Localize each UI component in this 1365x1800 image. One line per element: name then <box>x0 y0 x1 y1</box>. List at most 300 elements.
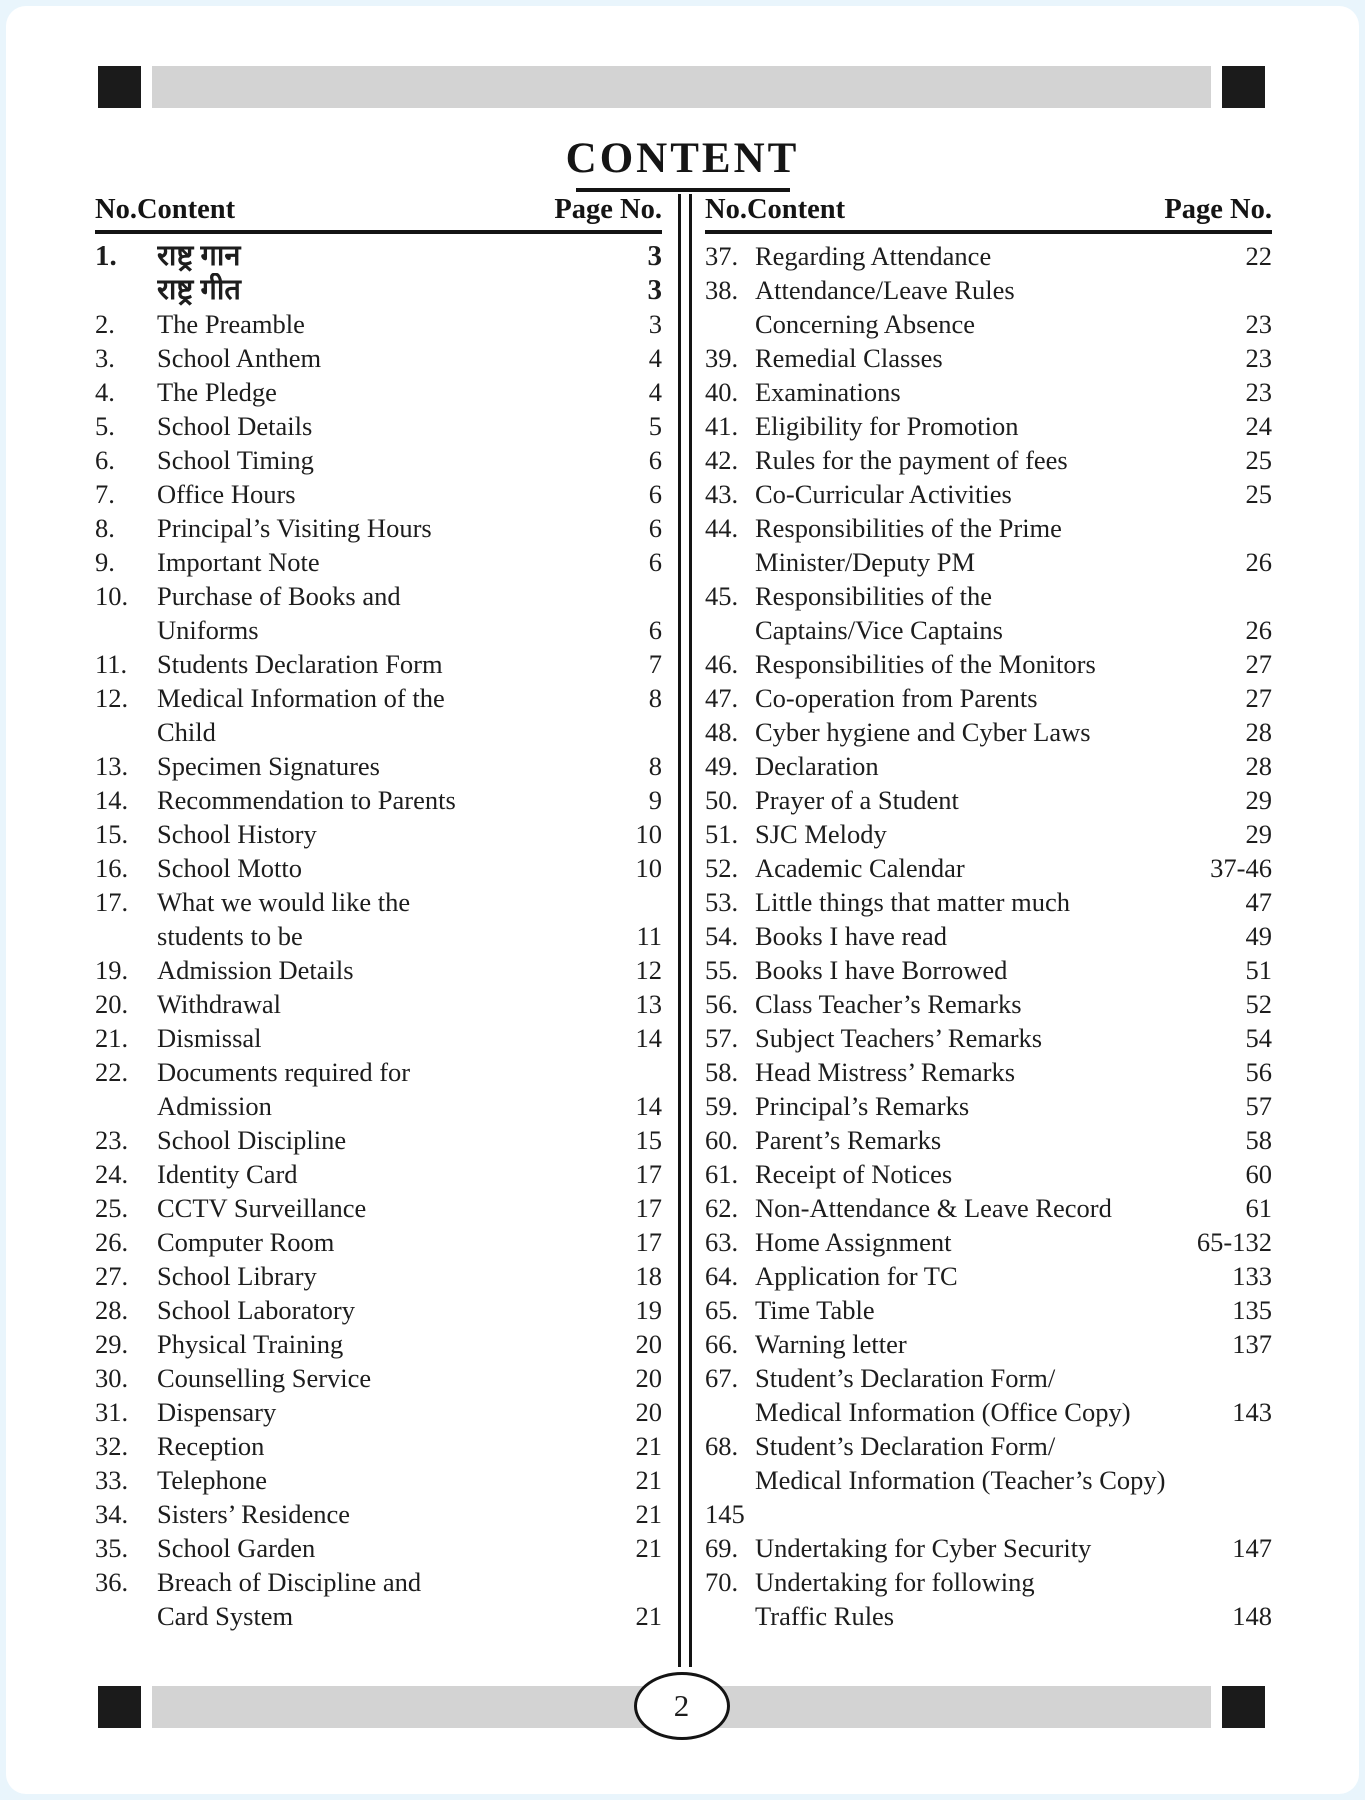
toc-row <box>95 1123 662 1157</box>
toc-row <box>705 511 1272 545</box>
toc-item-number: 33. <box>95 1465 129 1495</box>
toc-row <box>95 715 662 749</box>
toc-item-page: 27 <box>1245 649 1272 679</box>
toc-row <box>95 409 662 443</box>
toc-item-page: 61 <box>1245 1193 1272 1223</box>
toc-row <box>705 545 1272 579</box>
toc-row <box>705 1191 1272 1225</box>
book-page <box>6 6 1359 1794</box>
header-no-content: No.Content <box>95 194 236 225</box>
header-no-content: No.Content <box>705 194 846 225</box>
toc-item-page: 12 <box>635 955 662 985</box>
header-page-no: Page No. <box>1164 194 1272 225</box>
toc-item-page: 7 <box>648 649 662 679</box>
toc-item-page: 21 <box>635 1499 662 1529</box>
toc-item-number: 70. <box>705 1567 739 1597</box>
toc-item-number <box>705 1463 755 1497</box>
toc-item-number: 51. <box>705 819 739 849</box>
toc-item-page: 6 <box>648 615 662 645</box>
toc-item-number: 30. <box>95 1363 129 1393</box>
toc-item-number: 9. <box>95 547 115 577</box>
toc-item-page: 23 <box>1245 343 1272 373</box>
toc-item-number: 54. <box>705 921 739 951</box>
toc-item-page: 10 <box>635 819 662 849</box>
toc-item-page: 137 <box>1232 1329 1272 1359</box>
toc-item-title: Admission Details <box>157 955 354 985</box>
toc-item-page: 49 <box>1245 921 1272 951</box>
toc-row <box>95 613 662 647</box>
toc-item-page: 17 <box>635 1193 662 1223</box>
toc-item-title: Child <box>157 717 216 747</box>
toc-item-title: School Discipline <box>157 1125 347 1155</box>
toc-item-title: Student’s Declaration Form/ <box>755 1363 1056 1393</box>
toc-item-title: Class Teacher’s Remarks <box>755 989 1022 1019</box>
toc-item-page: 47 <box>1245 887 1272 917</box>
toc-item-page: 6 <box>648 547 662 577</box>
toc-item-title: students to be <box>157 921 303 951</box>
toc-row <box>705 1497 1272 1531</box>
toc-item-page: 11 <box>636 921 662 951</box>
toc-item-number <box>705 1395 755 1429</box>
toc-item-page <box>586 715 662 749</box>
toc-item-number: 47. <box>705 683 739 713</box>
toc-item-page: 135 <box>1232 1295 1272 1325</box>
toc-item-title: Attendance/Leave Rules <box>755 275 1015 305</box>
toc-item-number: 23. <box>95 1125 129 1155</box>
toc-item-page: 19 <box>635 1295 662 1325</box>
toc-item-title: Admission <box>157 1091 272 1121</box>
toc-row <box>95 1429 662 1463</box>
toc-row <box>95 1157 662 1191</box>
toc-item-page: 51 <box>1245 955 1272 985</box>
toc-item-title: Student’s Declaration Form/ <box>755 1431 1056 1461</box>
toc-item-page: 22 <box>1245 241 1272 271</box>
toc-item-number <box>705 1599 755 1633</box>
toc-item-number <box>95 613 157 647</box>
toc-item-page <box>1196 1463 1272 1497</box>
toc-item-number <box>95 1089 157 1123</box>
toc-item-title: What we would like the <box>157 887 411 917</box>
toc-item-title: Card System <box>157 1601 294 1631</box>
toc-item-number: 28. <box>95 1295 129 1325</box>
bottom-decorative-area <box>98 1678 1265 1738</box>
toc-item-page: 6 <box>648 445 662 475</box>
toc-item-title: Receipt of Notices <box>755 1159 953 1189</box>
toc-item-page: 24 <box>1245 411 1272 441</box>
toc-item-title: SJC Melody <box>755 819 887 849</box>
toc-item-page <box>586 885 662 919</box>
toc-item-title: Application for TC <box>755 1261 958 1291</box>
toc-item-number: 50. <box>705 785 739 815</box>
toc-item-page <box>1196 1565 1272 1599</box>
toc-item-number: 22. <box>95 1057 129 1087</box>
toc-item-number <box>705 307 755 341</box>
toc-row <box>95 1395 662 1429</box>
toc-item-number: 62. <box>705 1193 739 1223</box>
toc-item-number: 20. <box>95 989 129 1019</box>
toc-item-number: 58. <box>705 1057 739 1087</box>
toc-item-number: 15. <box>95 819 129 849</box>
toc-item-title: School Garden <box>157 1533 316 1563</box>
black-square-right <box>1222 66 1265 108</box>
toc-item-title: Purchase of Books and <box>157 581 401 611</box>
toc-row <box>95 1599 662 1633</box>
toc-row <box>705 851 1272 885</box>
toc-item-number: 48. <box>705 717 739 747</box>
toc-item-title: Books I have Borrowed <box>755 955 1008 985</box>
toc-item-page: 14 <box>635 1091 662 1121</box>
toc-item-number: 63. <box>705 1227 739 1257</box>
toc-item-number: 65. <box>705 1295 739 1325</box>
toc-item-number: 45. <box>705 581 739 611</box>
toc-row <box>95 579 662 613</box>
gray-bar <box>152 66 1211 108</box>
toc-item-title: Declaration <box>755 751 879 781</box>
toc-item-number: 66. <box>705 1329 739 1359</box>
toc-item-page: 20 <box>635 1329 662 1359</box>
toc-row <box>705 375 1272 409</box>
toc-item-title: Identity Card <box>157 1159 298 1189</box>
toc-item-number: 6. <box>95 445 115 475</box>
toc-item-number: 17. <box>95 887 129 917</box>
toc-item-title: Time Table <box>755 1295 875 1325</box>
toc-item-number: 52. <box>705 853 739 883</box>
toc-item-number: 59. <box>705 1091 739 1121</box>
toc-item-number: 69. <box>705 1533 739 1563</box>
toc-item-number: 60. <box>705 1125 739 1155</box>
toc-item-page: 25 <box>1245 445 1272 475</box>
toc-item-title: Students Declaration Form <box>157 649 443 679</box>
toc-item-page: 21 <box>635 1465 662 1495</box>
toc-item-number: 1. <box>95 240 117 272</box>
toc-item-page: 65-132 <box>1196 1227 1272 1257</box>
toc-item-page: 18 <box>635 1261 662 1291</box>
toc-row <box>705 239 1272 273</box>
toc-row <box>705 1599 1272 1633</box>
toc-item-page: 21 <box>635 1431 662 1461</box>
toc-row <box>705 817 1272 851</box>
toc-row <box>95 511 662 545</box>
toc-item-page: 29 <box>1245 785 1272 815</box>
toc-row <box>95 1055 662 1089</box>
toc-item-page: 21 <box>635 1601 662 1631</box>
toc-item-number: 13. <box>95 751 129 781</box>
toc-row <box>705 1463 1272 1497</box>
toc-column-left <box>95 194 678 1667</box>
toc-item-number: 4. <box>95 377 115 407</box>
toc-item-title: Concerning Absence <box>755 309 976 339</box>
toc-item-page: 28 <box>1245 717 1272 747</box>
black-square-left <box>98 1686 141 1728</box>
toc-row <box>95 953 662 987</box>
toc-item-number: 8. <box>95 513 115 543</box>
toc-item-page: 3 <box>648 309 662 339</box>
toc-row <box>95 919 662 953</box>
toc-item-title: Remedial Classes <box>755 343 943 373</box>
toc-item-title: CCTV Surveillance <box>157 1193 367 1223</box>
toc-item-page: 3 <box>647 274 662 306</box>
toc-item-title: Important Note <box>157 547 320 577</box>
toc-row <box>95 1531 662 1565</box>
toc-item-title: The Preamble <box>157 309 305 339</box>
toc-item-page: 4 <box>648 343 662 373</box>
toc-item-title: Documents required for <box>157 1057 411 1087</box>
toc-row <box>705 1259 1272 1293</box>
toc-item-number: 31. <box>95 1397 129 1427</box>
toc-item-title: Breach of Discipline and <box>157 1567 422 1597</box>
toc-item-title: Responsibilities of the Prime <box>755 513 1062 543</box>
toc-row <box>705 647 1272 681</box>
toc-item-title: Principal’s Remarks <box>755 1091 970 1121</box>
toc-item-title: Physical Training <box>157 1329 344 1359</box>
toc-item-title: Medical Information (Teacher’s Copy) <box>755 1465 1166 1495</box>
toc-item-number: 2. <box>95 309 115 339</box>
toc-row <box>705 477 1272 511</box>
column-header <box>95 194 662 234</box>
toc-item-number <box>95 1599 157 1633</box>
toc-item-page <box>1196 511 1272 545</box>
toc-item-title: Eligibility for Promotion <box>755 411 1019 441</box>
toc-item-title: School History <box>157 819 317 849</box>
toc-item-page: 17 <box>635 1159 662 1189</box>
toc-item-number <box>705 545 755 579</box>
toc-row <box>95 341 662 375</box>
toc-item-number: 29. <box>95 1329 129 1359</box>
toc-item-page: 54 <box>1245 1023 1272 1053</box>
toc-item-page: 25 <box>1245 479 1272 509</box>
toc-item-page: 23 <box>1245 377 1272 407</box>
toc-item-title: Reception <box>157 1431 265 1461</box>
toc-row <box>705 1055 1272 1089</box>
toc-row <box>95 1191 662 1225</box>
toc-item-page: 20 <box>635 1363 662 1393</box>
toc-item-page: 4 <box>648 377 662 407</box>
toc-item-title: Examinations <box>755 377 901 407</box>
toc-column-right <box>692 194 1272 1667</box>
toc-item-title: Counselling Service <box>157 1363 372 1393</box>
toc-item-title: राष्ट्र गीत <box>157 274 241 306</box>
toc-item-page <box>1196 1497 1272 1531</box>
toc-row <box>705 783 1272 817</box>
toc-item-title: Dispensary <box>157 1397 277 1427</box>
toc-item-page <box>586 1055 662 1089</box>
toc-item-number: 42. <box>705 445 739 475</box>
toc-item-number: 57. <box>705 1023 739 1053</box>
column-separator-double-line <box>678 194 692 1667</box>
toc-item-number: 68. <box>705 1431 739 1461</box>
toc-item-page: 21 <box>635 1533 662 1563</box>
toc-row <box>95 545 662 579</box>
toc-item-title: Medical Information of the <box>157 683 445 713</box>
toc-item-page: 58 <box>1245 1125 1272 1155</box>
toc-row <box>95 273 662 307</box>
toc-item-page: 15 <box>635 1125 662 1155</box>
toc-item-page: 56 <box>1245 1057 1272 1087</box>
toc-item-page: 37-46 <box>1210 853 1272 883</box>
toc-item-title: Computer Room <box>157 1227 335 1257</box>
toc-item-number: 26. <box>95 1227 129 1257</box>
toc-item-number: 35. <box>95 1533 129 1563</box>
toc-item-title: Books I have read <box>755 921 948 951</box>
toc-item-title: राष्ट्र गान <box>157 240 241 272</box>
toc-row <box>705 1021 1272 1055</box>
toc-item-page: 60 <box>1245 1159 1272 1189</box>
toc-rows <box>95 234 662 1633</box>
toc-item-number: 67. <box>705 1363 739 1393</box>
toc-row <box>95 443 662 477</box>
toc-row <box>95 477 662 511</box>
toc-row <box>95 1497 662 1531</box>
page-number: 2 <box>673 1688 690 1723</box>
toc-item-page <box>1196 1429 1272 1463</box>
toc-item-number: 7. <box>95 479 115 509</box>
toc-item-number: 21. <box>95 1023 129 1053</box>
toc-item-title: Head Mistress’ Remarks <box>755 1057 1016 1087</box>
toc-row <box>705 1293 1272 1327</box>
toc-item-title: Office Hours <box>157 479 296 509</box>
toc-item-number: 145 <box>705 1499 745 1529</box>
toc-item-number <box>95 919 157 953</box>
toc-row <box>95 1259 662 1293</box>
toc-item-title: Captains/Vice Captains <box>755 615 1003 645</box>
toc-item-page: 133 <box>1232 1261 1272 1291</box>
toc-item-number: 53. <box>705 887 739 917</box>
toc-item-title: Specimen Signatures <box>157 751 380 781</box>
toc-item-number <box>95 273 157 307</box>
toc-row <box>705 1225 1272 1259</box>
toc-row <box>95 1225 662 1259</box>
toc-item-page: 147 <box>1232 1533 1272 1563</box>
toc-item-title: Uniforms <box>157 615 259 645</box>
toc-item-title: School Anthem <box>157 343 322 373</box>
toc-item-page <box>586 1565 662 1599</box>
toc-row <box>705 1089 1272 1123</box>
toc-row <box>705 885 1272 919</box>
toc-item-page: 3 <box>647 240 662 272</box>
toc-item-title: Sisters’ Residence <box>157 1499 351 1529</box>
toc-row <box>705 715 1272 749</box>
toc-item-page <box>1196 273 1272 307</box>
toc-row <box>95 1021 662 1055</box>
toc-row <box>705 579 1272 613</box>
title-underline <box>576 188 790 192</box>
toc-item-title: School Laboratory <box>157 1295 355 1325</box>
toc-item-title: Minister/Deputy PM <box>755 547 976 577</box>
toc-item-number: 27. <box>95 1261 129 1291</box>
toc-item-title: Co-Curricular Activities <box>755 479 1012 509</box>
toc-row <box>95 851 662 885</box>
toc-item-number: 10. <box>95 581 129 611</box>
toc-row <box>705 1157 1272 1191</box>
toc-item-title: Prayer of a Student <box>755 785 959 815</box>
toc-item-number: 55. <box>705 955 739 985</box>
toc-item-title: Home Assignment <box>755 1227 952 1257</box>
toc-item-page: 26 <box>1245 615 1272 645</box>
toc-row <box>705 953 1272 987</box>
toc-item-number: 37. <box>705 241 739 271</box>
toc-item-number: 24. <box>95 1159 129 1189</box>
toc-item-page: 9 <box>648 785 662 815</box>
toc-item-title <box>755 1497 1196 1531</box>
toc-row <box>705 307 1272 341</box>
toc-item-page: 6 <box>648 479 662 509</box>
toc-row <box>95 1089 662 1123</box>
toc-row <box>705 987 1272 1021</box>
toc-item-page: 52 <box>1245 989 1272 1019</box>
toc-row <box>95 1293 662 1327</box>
toc-item-page: 57 <box>1245 1091 1272 1121</box>
toc-row <box>705 1327 1272 1361</box>
toc-item-title: Responsibilities of the Monitors <box>755 649 1096 679</box>
toc-item-number: 32. <box>95 1431 129 1461</box>
toc-item-number <box>705 613 755 647</box>
toc-row <box>95 749 662 783</box>
toc-item-number: 46. <box>705 649 739 679</box>
toc-item-title: School Timing <box>157 445 314 475</box>
toc-item-title: School Library <box>157 1261 317 1291</box>
toc-item-title: Dismissal <box>157 1023 262 1053</box>
toc-row <box>95 647 662 681</box>
toc-row <box>95 1463 662 1497</box>
toc-item-number: 3. <box>95 343 115 373</box>
toc-row <box>95 783 662 817</box>
toc-item-title: Regarding Attendance <box>755 241 992 271</box>
toc-item-title: Rules for the payment of fees <box>755 445 1068 475</box>
toc-item-number: 12. <box>95 683 129 713</box>
toc-item-title: Withdrawal <box>157 989 282 1019</box>
toc-row <box>95 375 662 409</box>
toc-row <box>705 409 1272 443</box>
toc-item-number: 5. <box>95 411 115 441</box>
toc-row <box>95 817 662 851</box>
toc-item-page: 23 <box>1245 309 1272 339</box>
toc-item-number: 36. <box>95 1567 129 1597</box>
toc-item-page: 29 <box>1245 819 1272 849</box>
toc-row <box>705 1531 1272 1565</box>
black-square-left <box>98 66 141 108</box>
toc-item-number: 61. <box>705 1159 739 1189</box>
toc-item-title: Academic Calendar <box>755 853 965 883</box>
toc-item-number: 19. <box>95 955 129 985</box>
toc-row <box>95 885 662 919</box>
toc-item-page <box>1196 1361 1272 1395</box>
toc-row <box>705 273 1272 307</box>
toc-row <box>705 919 1272 953</box>
toc-item-page: 8 <box>648 683 662 713</box>
toc-item-number: 11. <box>95 649 128 679</box>
toc-row <box>705 681 1272 715</box>
toc-row <box>95 987 662 1021</box>
toc-row <box>705 613 1272 647</box>
toc-row <box>705 1395 1272 1429</box>
toc-row <box>705 1123 1272 1157</box>
toc-item-page: 27 <box>1245 683 1272 713</box>
toc-row <box>705 1361 1272 1395</box>
toc-item-page: 20 <box>635 1397 662 1427</box>
page-title: CONTENT <box>565 135 800 182</box>
toc-item-title: Co-operation from Parents <box>755 683 1038 713</box>
top-decorative-bar <box>98 66 1265 108</box>
black-square-right <box>1222 1686 1265 1728</box>
toc-item-title: Little things that matter much <box>755 887 1070 917</box>
toc-row <box>95 307 662 341</box>
toc-row <box>95 1361 662 1395</box>
toc-item-page: 10 <box>635 853 662 883</box>
toc-item-page: 13 <box>635 989 662 1019</box>
toc-row <box>705 341 1272 375</box>
toc-rows <box>705 234 1272 1633</box>
toc-item-title: Non-Attendance & Leave Record <box>755 1193 1112 1223</box>
